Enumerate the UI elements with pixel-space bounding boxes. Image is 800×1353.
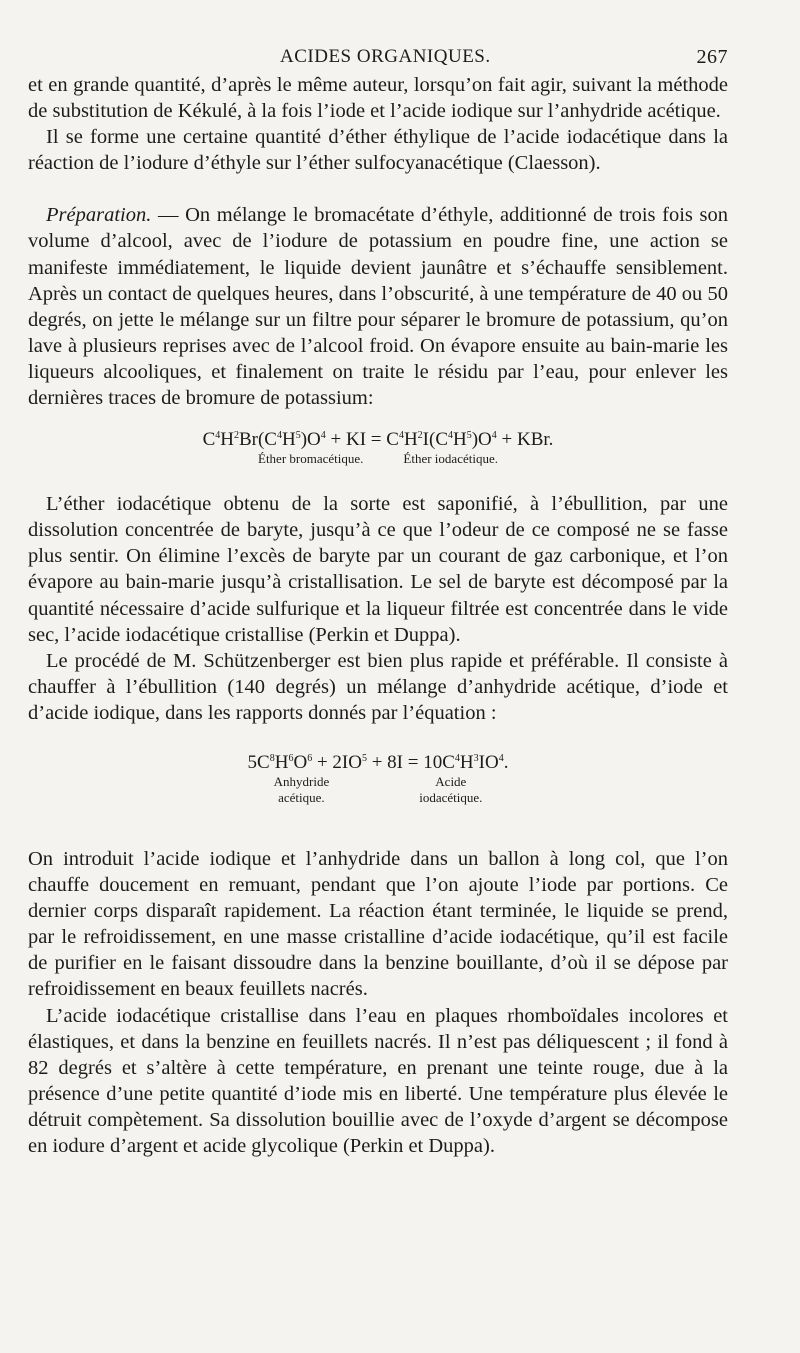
caption-anhydride-acetique: Anhydride acétique.: [273, 773, 330, 805]
caption-ether-iodacetique: Éther iodacétique.: [403, 451, 498, 467]
section-gap: [28, 176, 728, 202]
paragraph-5: Le procédé de M. Schützenberger est bien plus rapide et préférable. Il consiste à chauffer à l’ébullition (140 degrés) un mélange d’anhydride acétique, d’iode et d’acide iodique, dans les rapports donnés par l’équation :: [28, 649, 728, 724]
preparation-heading: Préparation.: [46, 204, 152, 227]
caption-acide-iodacetique: Acide iodacétique.: [419, 773, 483, 805]
paragraph-6: On introduit l’acide iodique et l’anhydride dans un ballon à long col, que l’on chauffe doucement en remuant, pendant que l’on ajoute l’iode par portions. Ce dernier corps disparaît rapidement. La réaction étant terminée, le liquide se prend, par le refroidissement, en une masse cristalline d’acide iodacétique, qu’il est facile de purifier en le faisant dissoudre dans la benzine bouillante, d’où il se dépose par refroidissement en beaux feuillets nacrés.: [28, 847, 728, 1001]
equation-1-captions: [28, 451, 728, 467]
paragraph-1: et en grande quantité, d’après le même auteur, lorsqu’on fait agir, suivant la méthode de substitution de Kékulé, à la fois l’iode et l’acide iodique sur l’anhydride acétique.: [28, 74, 728, 123]
page-header: [30, 42, 728, 72]
preparation-text: — On mélange le bromacétate d’éthyle, additionné de trois fois son volume d’alcool, avec de l’iodure de potassium en poudre fine, une action se manifeste immédiatement, le liquide devient jaunâtre et s’échauffe sensiblement. Après un contact de quelques heures, dans l’obscurité, à une température de 40 ou 50 degrés, on jette le mélange sur un filtre pour séparer le bromure de potassium, qu’on lave à plusieurs reprises avec de l’alcool froid. On évapore ensuite au bain-marie les liqueurs alcooliques, et finalement on traite le résidu par l’eau, pour enlever les dernières traces de bromure de potassium:: [28, 204, 728, 410]
equation-2-formula: $5C^8H^6O^6 + 2IO^5 + 8I = 10C^4H^3IO^4$.: [247, 751, 509, 773]
page-number: 267: [696, 46, 728, 68]
running-title: ACIDES ORGANIQUES.: [280, 46, 491, 67]
equation-2: [28, 752, 728, 806]
paragraph-preparation: [28, 202, 728, 411]
paragraph-2: Il se forme une certaine quantité d’éther éthylique de l’acide iodacétique dans la réaction de l’iodure d’éthyle sur l’éther sulfocyanacétique (Claesson).: [28, 126, 728, 175]
equation-1: [28, 429, 728, 467]
caption-ether-bromacetique: Éther bromacétique.: [258, 451, 364, 467]
paragraph-7: L’acide iodacétique cristallise dans l’eau en plaques rhomboïdales incolores et élastiques, et dans la benzine en feuillets nacrés. Il n’est pas déliquescent ; il fond à 82 degrés et s’altère à cette température, en prenant une teinte rouge, due à la présence d’une petite quantité d’iode mis en liberté. Une température plus élevée le détruit compètement. Sa dissolution bouillie avec de l’oxyde d’argent se décompose en iodure d’argent et acide glycolique (Perkin et Duppa).: [28, 1004, 728, 1157]
body-text: [28, 72, 728, 1159]
equation-1-formula: $C^4H^2Br(C^4H^5)O^4$ + KI = $C^4H^2I(C^4H^5)O^4$ + KBr.: [202, 429, 554, 451]
paragraph-4: L’éther iodacétique obtenu de la sorte est saponifié, à l’ébullition, par une dissolution concentrée de baryte, jusqu’à ce que l’odeur de ce composé ne se fasse plus sentir. On élimine l’excès de baryte par un courant de gaz carbonique, et l’on évapore au bain-marie jusqu’à cristallisation. Le sel de baryte est décomposé par la quantité nécessaire d’acide sulfurique et la liqueur filtrée est concentrée dans le vide sec, l’acide iodacétique cristallise (Perkin et Duppa).: [28, 493, 728, 646]
equation-2-captions: [28, 774, 728, 806]
